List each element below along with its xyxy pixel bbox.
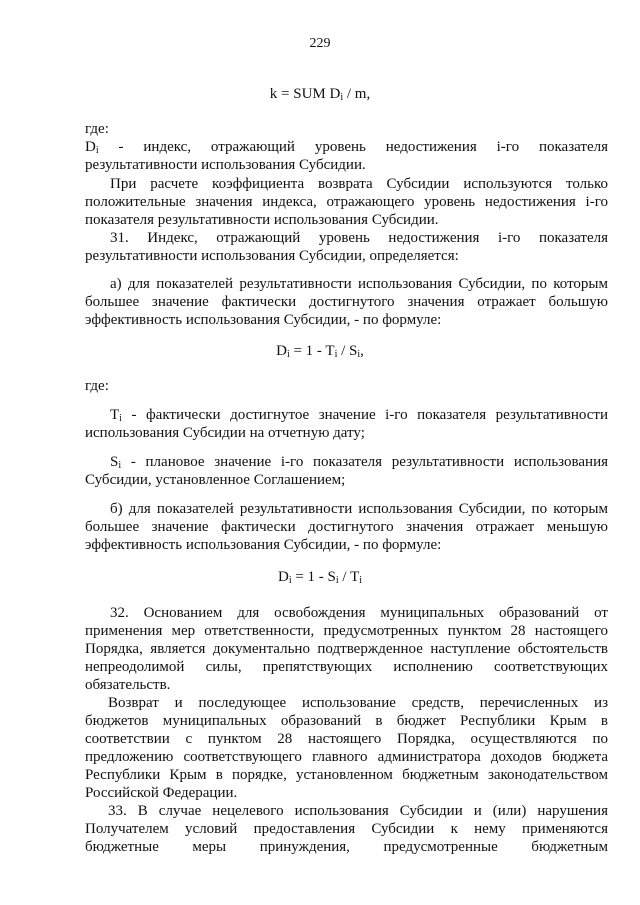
page-number: 229 <box>309 36 331 51</box>
para-32-line-4: непреодолимой силы, препятствующих исполнению соответствующих <box>85 659 608 675</box>
para-31-line-2: результативности использования Субсидии, определяется: <box>85 248 459 264</box>
ti-definition-line-1 <box>110 407 608 427</box>
di-definition-line-2: результативности использования Субсидии. <box>85 157 366 173</box>
para-a-line-2: большее значение фактически достигнутого значения отражает большую <box>85 294 608 310</box>
si-definition-text: - плановое значение i-го показателя результативности использования <box>121 454 608 470</box>
para-32-line-2: применения мер ответственности, предусмотренных пунктом 28 настоящего <box>85 623 608 639</box>
formula-b-slash: / T <box>338 569 360 585</box>
formula-a <box>0 343 640 360</box>
formula-a-mid: = 1 - T <box>289 343 335 359</box>
si-symbol-sub: i <box>118 460 122 471</box>
para-return-line-1: Возврат и последующее использование средств, перечисленных из <box>108 695 608 711</box>
formula-b-d: D <box>277 569 289 585</box>
si-definition-line-2: Субсидии, установленное Соглашением; <box>85 472 346 488</box>
formula-a-d-sub: i <box>286 349 290 360</box>
para-32-line-3: Порядка, является документально подтвержденное наступление обстоятельств <box>85 641 608 657</box>
formula-b-s-sub: i <box>335 575 339 586</box>
formula-a-slash: / S <box>337 343 358 359</box>
formula-k <box>0 86 640 103</box>
para-positive-line-1: При расчете коэффициента возврата Субсидии используются только <box>110 176 608 192</box>
para-32-line-5: обязательств. <box>85 677 171 693</box>
para-a-line-1: а) для показателей результативности использования Субсидии, по которым <box>110 276 608 292</box>
formula-k-sub: i <box>340 92 344 103</box>
para-a-line-3: эффективность использования Субсидии, - по формуле: <box>85 312 442 328</box>
di-symbol: D <box>85 139 96 155</box>
formula-b <box>0 569 640 586</box>
para-return-line-4: предложению соответствующего главного администратора доходов бюджета <box>85 749 608 765</box>
formula-k-main: k = SUM D <box>269 86 341 102</box>
where-label-2: где: <box>85 378 109 394</box>
ti-definition-line-2: использования Субсидии на отчетную дату; <box>85 425 365 441</box>
para-31-line-1: 31. Индекс, отражающий уровень недостижения i-го показателя <box>110 230 608 246</box>
para-positive-line-3: показателя результативности использования Субсидии. <box>85 212 439 228</box>
si-definition-line-1 <box>110 454 608 474</box>
formula-b-d-sub: i <box>288 575 292 586</box>
ti-symbol: T <box>110 407 120 423</box>
si-symbol: S <box>110 454 119 470</box>
formula-a-d: D <box>276 343 287 359</box>
di-symbol-sub: i <box>95 145 99 156</box>
para-return-line-2: бюджетов муниципальных образований в бюджет Республики Крым в <box>85 713 608 729</box>
para-return-line-6: Российской Федерации. <box>85 785 238 801</box>
formula-b-t-sub: i <box>359 575 363 586</box>
formula-a-s-sub: i <box>357 349 361 360</box>
para-33-line-3: бюджетные меры принуждения, предусмотренные бюджетным <box>85 839 608 855</box>
formula-b-mid: = 1 - S <box>291 569 336 585</box>
di-definition-line-1 <box>85 139 608 159</box>
ti-symbol-sub: i <box>119 413 122 424</box>
formula-a-t-sub: i <box>334 349 338 360</box>
para-b-line-3: эффективность использования Субсидии, - по формуле: <box>85 537 442 553</box>
formula-k-tail: / m, <box>343 86 371 102</box>
where-label-1: где: <box>85 121 109 137</box>
di-definition-text: - индекс, отражающий уровень недостижения i-го показателя <box>98 139 608 155</box>
para-b-line-1: б) для показателей результативности использования Субсидии, по которым <box>110 501 608 517</box>
para-b-line-2: большее значение фактически достигнутого значения отражает меньшую <box>85 519 608 535</box>
para-positive-line-2: положительные значения индекса, отражающего уровень недостижения i-го <box>85 194 608 210</box>
para-32-line-1: 32. Основанием для освобождения муниципальных образований от <box>110 605 608 621</box>
para-return-line-5: Республики Крым в порядке, установленном бюджетным законодательством <box>85 767 608 783</box>
formula-a-tail: , <box>360 343 364 359</box>
para-33-line-2: Получателем условий предоставления Субсидии к нему применяются <box>85 821 608 837</box>
para-33-line-1: 33. В случае нецелевого использования Субсидии и (или) нарушения <box>108 803 608 819</box>
para-return-line-3: соответствии с пунктом 28 настоящего Порядка, осуществляются по <box>85 731 608 747</box>
ti-definition-text: - фактически достигнутое значение i-го показателя результативности <box>121 407 608 423</box>
